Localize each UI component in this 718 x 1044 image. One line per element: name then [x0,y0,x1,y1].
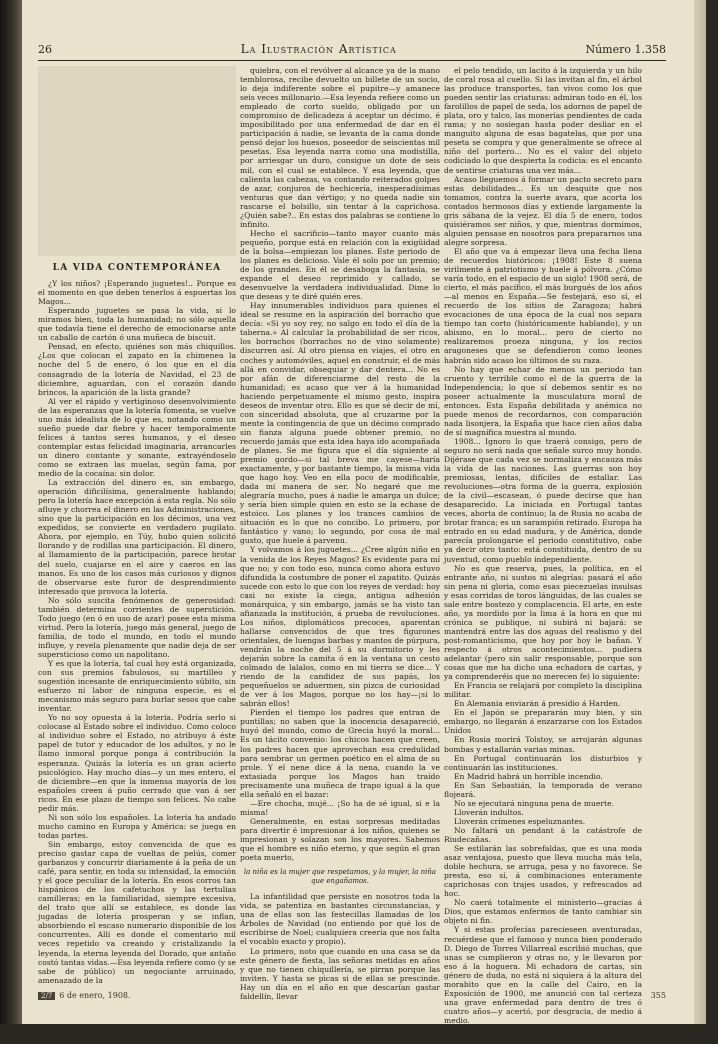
paragraph: En San Sebastián, la temporada de verano flojeará. [444,780,642,799]
footer-date: 6 de enero, 1908. [59,990,131,1000]
magazine-page [22,0,706,1044]
previous-article-area [38,66,236,256]
page-header [38,42,666,58]
paragraph: Pierden el tiempo los padres que entran de puntillas; no saben que la inocencia desapareció, huyó del mundo, como de Grecia huyó la moral... Es un tácito convenio: los chicos hacen que creen, los padres hacen que aprovechan esa credulidad para sembrar un germen poético en el alma de su prole. Y el nene dice á la nena, cuando la ve extasiada porque los Magos han traído precisamente una muñeca de trapo igual á la que ella señaló en el bazar: [240,708,440,799]
paragraph: —Ere chocha, mujé... ¡So ha de sé igual, si e la misma! [240,798,440,817]
paragraph: No sólo suscita fenómenos de generosidad: también determina corrientes de superstición. Todo juego (en ó en uso de azar) posee esta misma virtud. Pero la lotería, juego más general, juego de familia, de todo el mundo, en todo el mundo influye, y revela plenamente que nadie deja de ser supersticioso como un napolitano. [38,595,236,659]
paragraph: ¿Y los niños? ¡Esperando juguetes!.. Porque es el momento en que deben tenerlos á espuertas los Magos... [38,279,236,307]
paragraph: Acaso lleguemos á formar un pacto secreto para estas debilidades... Es un desquite que nos tomamos, contra la suerte avara, que acorta los contados hermosos días y extiende largamente la gris sábana de la vejez. El día 5 de enero, todos quisiéramos ser niños, y que, mientras dormimos, alguien pensase en nosotros para prepararnos una alegre sorpresa. [444,174,642,247]
issue-number: Número 1.358 [585,43,666,56]
author-signature: Emilia Pardo Bazán. [542,1034,642,1044]
page-edge [694,0,706,1024]
paragraph: No hay que echar de menos un periodo tan cruento y terrible como el de la guerra de la Independencia; lo que sí debemos sentir es no poseer actualmente la musculatura moral de entonces. Esta España debilitada y anémica no puede menos de recordarnos, con comparación nada lisonjera, la España que hace cien años daba de sí magnífica muestra al mundo. [444,364,642,437]
paragraph: Se estilarán las sobrefaldas, que es una moda asaz ventajosa, puesto que lleva mucha más tela, doble hechura, se arruga, pesa y no favorece. Se presta, eso sí, á combinaciones enteramente caprichosas con trajes usados, y refrescados ad hoc. [444,844,642,899]
section-title: LA VIDA CONTEMPORÁNEA [52,263,222,273]
page-number-left: 26 [38,43,52,56]
column-1 [38,258,236,985]
paragraph: Lloverán crímenes espeluznantes. [454,816,586,826]
paragraph: En Portugal continuarán los disturbios y continuarán las instituciones. [444,753,642,772]
paragraph: quiebra, con el revólver al alcance ya de la mano temblorosa, recibe devuelto un billete de un socio, lo deja indiferente sobre el pupitre—y amanece seis veces millonario.—Esa leyenda refiere como un empleado de corto sueldo, obligado por un compromiso de delicadeza á aceptar un décimo, é imposibilitado por una enfermedad de dar en él participación á nadie, se levanta de la cama donde pensó dejar los huesos, poseedor de seiscientas mil pesetas. Esa leyenda narra como una modistilla, por arriesgar un duro, consigue un dote de seis mil, con el cual se establece. Y esa leyenda, que calienta las cabezas, va contando reiterados golpes de azar, conjuros de hechicería, inesperadísimas venturas que dan vértigo; y no queda nadie sin rascarse el bolsillo, sin tentar á la caprichosa. ¿Quién sabe?.. En estas dos palabras se contiene lo infinito. [240,66,440,229]
paragraph: No caerá totalmente el ministerio—gracias á Dios, que estamos enfermos de tanto cambiar sin objeto ni fin. [444,898,642,926]
book-binding [0,0,22,1024]
verse-quote: la niña es la mujer que respetamos, y la mujer, la niña que engañamos. [243,868,437,886]
paragraph: Ni son sólo los españoles. La lotería ha andado mucho camino en Europa y América: se juega en todas partes. [38,812,236,840]
paragraph: En Alemania enviarán á presidio á Harden. [454,699,621,709]
paragraph: el pelo tendido, un lacito á la izquierda y un hilo de coral rosa al cuello. Si las invitan al fin, el árbol las produce transportes, tan vivos como los que pueden sentir las criaturas: admiran todo en él, los farolillos de papel de seda, los adornos de papel de plata, oro y talco, las monerías pendientes de cada rama; y no sosiegan hasta poder desliar en el manguito alguna de esas bagatelas, que por una peseta se compra y que generalmente se ofrece al niño del portero... No es el valor del objeto codiciado lo que despierta la codicia: es el encanto de sentirse criaturas una vez más... [444,66,642,175]
paragraph: La extracción del dinero es, sin embargo, operación dificilísima, generalmente hablando; pero la lotería hace excepción á esta regla. No sólo afluye y chorrea el dinero en las Administraciones, sino que la participación en los décimos, una vez expedidos, se convierte en verdadero pugilato. Ahora, por ejemplo, en Túy, hubo quien solicitó llorando y de rodillas una participación. El dinero, al llamamiento de la participación, parece brotar del suelo, cuajarse en el aire y caeros en las manos. Es uno de los casos más curiosos y dignos de observarse este furor de desprendimiento interesado que provoca la lotería. [38,478,236,596]
paragraph: Y es que la lotería, tal cual hoy está organizada, con sus premios fabulosos, su martilleo y sugestión incesante de enriquecimiento súbito, sin esfuerzo ni labor de ninguna especie, es el mecanismo más seguro para burlar sesos que cabe inventar. [38,659,236,714]
paragraph: Yo no soy opuesta á la lotería. Podría serlo si colocase al Estado sobre el individuo. Como coloco al individuo sobre el Estado, no atribuyo á éste papel de tutor y educador de los adultos, y no le llamo inmoral porque ponga á contribución la esperanza. Quizás la lotería es un gran acierto psicológico. Hay mucho días—y un mes entero, el de diciembre—en que la inmensa mayoría de los españoles creen á puño cerrado que van á ser ricos. En ese plazo de tiempo son felices. No cabe pedir más. [38,713,236,813]
paragraph: El año que va á empezar lleva una fecha llena de recuerdos históricos: ¡1908! Este 8 suena virilmente á patriotismo y huele á pólvora. ¿Cómo varía todo, en el espacio de un siglo! 1908 será, de cierto, el más pacífico, el más burgués de los años—al menos en España.—Se festejará, eso sí, el recuerdo de los sitios de Zaragoza; habrá evocaciones de una época de la cual nos separa tiempo tan corto (históricamente hablando), y un abismo, en lo moral... pero de cierto no realizaremos proeza ninguna, y los recios aragoneses que se defendieron como leones habrán sido acaso los últimos de su raza. [444,246,642,365]
publication-title: La Ilustración Artística [240,42,397,56]
header-rule [38,60,666,61]
page-number-right: 355 [650,990,666,1000]
paragraph: En Rusia morirá Tolstoy, se arrojarán algunas bombas y estallarán varias minas. [444,735,642,754]
paragraph: Esperando juguetes se pasa la vida, si lo miramos bien, toda la humanidad; no sólo aquella que todavía tiene el derecho de emocionarse ante un caballo de cartón ó una muñeca de biscuit. [38,306,236,343]
page-footer [38,988,666,1002]
column-2 [240,66,440,1001]
paragraph: 1908... Ignoro lo que traerá consigo, pero de seguro no será nada que señale surco muy hondo. Dijérase que cada vez se normaliza y encauza más la vida de las naciones. Las guerras son hoy premiosas, lentas, difíciles de estallar. Las revoluciones—otra forma de la guerra, explosión de la civil—escasean, ó puede decirse que han desaparecido. La iniciada en Portugal tantas veces, aborta de continuo; la de Rusia no acaba de brotar franca; es un sarampión retirado. Europa ha entrado en su edad madura, y de América, donde parecía prolongarse el periodo constitutivo, cabe ya decir otro tanto: está constituida, dentro de su juventud, como pueblo independiente. [444,436,642,564]
paragraph: Lloverán indultos. [454,807,524,817]
paragraph: Pensad, en efecto, quiénes son más chiquillos. ¿Los que colocan el zapato en la chimenea la noche del 5 de enero, ó los que en el día consagrado de la lotería de Navidad, el 23 de diciembre, aguardan, con el corazón dando brincos, la aparición de la lista grande? [38,342,236,397]
footer-badge: 2/7 [38,992,55,1000]
paragraph: Hecho el sacrificio—tanto mayor cuanto más pequeño, porque está en relación con la exigüidad de la bolsa—empiezan los planes. Este periodo de los planes es delicioso. Vale él solo por un premio; de los grandes. En él se desaboga la fantasía, se expande el deseo reprimido y callado, se desenvuelve la verdadera individualidad. Dime lo que deseas y te diré quién eres. [240,228,440,302]
paragraph: En Madrid habrá un horrible incendio. [454,771,603,781]
column-3 [444,66,642,1044]
paragraph: Lo primero, noto que cuando en una casa se da este género de fiesta, las señoras metidas en años y que no tienen chiquillería, se pirran porque las inviten. Y hasta se picas si de ellas se prescinde. Hay un día en el año en que descarían gastar faldellín, llevar [240,946,440,1001]
paragraph: La infantilidad que persiste en nosotros toda la vida, se patentiza en bastantes circunstancias, y una de ellas son las festecillas llamadas de los Árboles de Navidad (no entiendo por qué los de escribirse de Noel; cualquiera creería que nos falta el vocablo exacto y propio). [240,892,440,947]
paragraph: No es que reserva, pues, la política, en el entrante año, ni sustos ni alegrías: pasará el año sin pena ni gloria, como esas piecezuelas insulsas y esas corridas de toros lánguidas, de las cuales se sale entre bostezo y complacencia. El arte, en este año, ya mordido por la lima á la hora en que mi crónica se publique, ni subirá ni bajará: se mantendrá entre las dos aguas del realismo y del post-romanticismo, que hoy por hoy le bañan. Y respecto á otros acontecimientos... pudiera adelantar (pero sin salir responsable, porque son cosas que me ha dicho una echadora de cartas, y ya comprenderéis que no merecen fe) lo siguiente: [444,563,642,682]
paragraph: Hay innumerables individuos para quienes el ideal se resume en la aspiración del borracho que decía: «Si yo soy rey, no salgo en todo el día de la taberna.» Al calcular la probabilidad de ser ricos, los borrachos (borrachos no de vino solamente) discurren así. Al otro piensa en viajes, el otro en coches y automóviles, aquel en construir, el de más allá en convidar, obsequiar y dar dentera... No es por afán de diferenciarme del resto de la humanidad; es acaso que ver á la humanidad haciendo perpetuamente el mismo gesto, inspira deseos de inventar otro. Ello es que sé decir de mí, con sinceridad absoluta, que al cruzarme por la mente la contingencia de que un décimo comprado sin fianza alguna puede obtener premio, no recuerdo jamás que esta idea haya ido acompañada de planes. Se me figura que el día siguiente al premio gordo—si tal breva me cayese—haría exactamente, y por bastante tiempo, la misma vida que hago hoy. Veo en ella poco de modificable, dada mi manera de ser. No negaré que me alegraría mucho, pues á nadie le amarga un dulce; y sería bien simple quien en esto se la echase de estoico. Los planes y los trances cambios de situación es lo que no concibo. Lo primero, por fantástico y vano; lo segundo, por cosa de mal gusto, que huele á parvenu. [240,301,440,546]
paragraph: Sin embargo, estoy convencida de que es preciso gastar capa de vueltas de pelús, comer garbanzos y concurrir diariamente á la peña de un café, para sentir, en toda su intensidad, la emoción y el goce peculiar de la lotería. En esos corros tan hispánicos de los cafetuchos y las tertulias camilleras; en la familiaridad, siempre excesiva, del trato que allí se establece, es donde las jugadas de lotería prosperan y se inflan, absorbiendo el escaso numerario disponible de los concurrentes. Allí es donde el comentario mil veces repetido va creando y cristalizando la leyenda, la eterna leyenda del Dorado, que antaño costó tantas vidas.—Esa leyenda refiere como (y se sabe de público) un negociante arruinado, amenazado de la [38,839,236,985]
footer-date-group [38,991,131,1000]
paragraph: No se ejecutará ninguna pena de muerte. [454,798,614,808]
paragraph: Generalmente, en estas sorpresas meditadas para divertir é impresionar á los niños, quienes se impresionan y solazan son los mayores. Sabemos que el hombre es niño eterno, y que según el gran poeta muerto, [240,816,440,863]
paragraph: Al ver el rápido y vertiginoso desenvolvimiento de las esperanzas que la lotería fomenta, se vuelve uno más idealista de lo que es, notando como un sueño puede dar fiebre y hacer temporalmente felices á tantos seres humanos, y el deseo contemplar estas felicidad imaginaria, arrancarles un dinero contante y sonante, extrayéndoselo como se extraen las muelas, según fama, por medio de la cocaína: sin dolor. [38,396,236,479]
paragraph: En el Japón se prepararán muy bien, y sin embargo, no llegarán á enzarzarse con los Estados Unidos [444,708,642,736]
paragraph: En Francia se relajará por completo la disciplina militar. [444,681,642,700]
paragraph: Y si estas profecías parecieseen aventuradas, recuérdese que el famoso y nunca bien ponderado D. Diego de Torres Villarreal escribió muchas, que unas se cumplieron y otras no, y le llevaron por eso á la hoguera. Mi echadora de cartas, sin género de duda, no está ni siquiera á la altura del morabito que en la calle del Cairo, en la Exposición de 1900, me anunció con tal certeza una grave enfermedad para dentro de tres ó cuatro años—y acertó, por desgracia, de medio á medio. [444,925,642,1025]
paragraph: No faltará un pendant á la catástrofe de Riudecañas. [444,825,642,844]
paragraph: Y volvamos á los juguetes... ¿Cree algún niño en la venida de los Reyes Magos? Es evidente para mí que no; y con todo eso, nunca como ahora estuvo difundida la costumbre de poner el zapatito. Quizás sucede con esto lo que con los reyes de verdad: hoy casi no existe la ciega, antigua adhesión monárquica, y sin embargo, jamás se ha visto tan afianzada la institución, á prueba de revoluciones. Los niños, diplomáticos precoces, aparentan hallarse convencidos de que tres figurones orientales, de luengas barbas y mantos de púrpura, vendrán la noche del 5 á su dormitorio y les dejarán sobre la camita ó en la ventana un cesto colmado de lalalos, como en mi tierra se dice... Y riendo de la candidez de sus papás, los pequeñuelos se aduermen, sin pizca de curiosidad de ver á los Magos, porque no los hay—¡sí lo sabrán ellos! [240,545,440,709]
